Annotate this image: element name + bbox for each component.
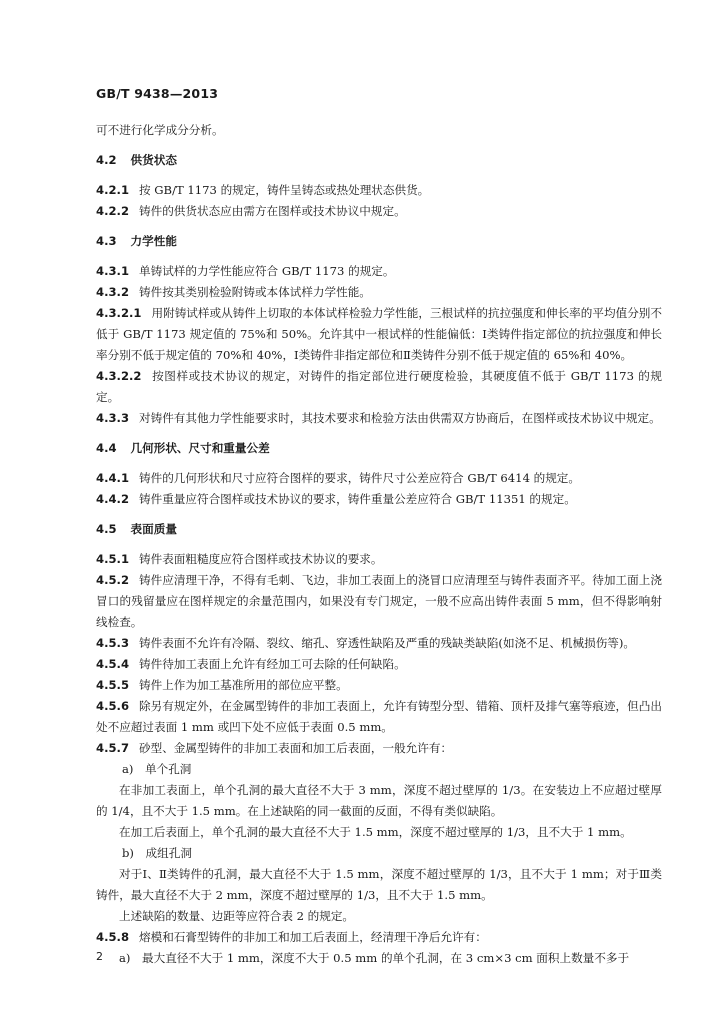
clause-4-5-6: 4.5.6 除另有规定外，在金属型铸件的非加工表面上，允许有铸型分型、错箱、顶杆及排气塞等痕迹，但凸出处不应超过表面 1 mm 或凹下处不应低于表面 0.5 mm。 <box>96 699 662 734</box>
clause-4-3-1: 4.3.1 单铸试样的力学性能应符合 GB/T 1173 的规定。 <box>96 264 395 278</box>
list-item-b-grouped-holes: b) 成组孔洞 <box>122 846 192 860</box>
clause-4-5-3: 4.5.3 铸件表面不允许有冷隔、裂纹、缩孔、穿透性缺陷及严重的残缺类缺陷(如浇不足、机械损伤等)。 <box>96 636 636 650</box>
clause-4-3-2-1: 4.3.2.1 用附铸试样或从铸件上切取的本体试样检验力学性能，三根试样的抗拉强度和伸长率的平均值分别不低于 GB/T 1173 规定值的 75%和 50%。允许其中一根试样的性能偏低：Ⅰ类铸件指定部位的抗拉强度和伸长率分别不低于规定值的 70%和 40%，Ⅰ类铸件非指定部位和Ⅱ类铸件分别不低于规定值的 65%和 40%。 <box>96 306 662 362</box>
clause-4-3-3: 4.3.3 对铸件有其他力学性能要求时，其技术要求和检验方法由供需双方协商后，在图样或技术协议中规定。 <box>96 411 661 425</box>
clause-4-5-7: 4.5.7 砂型、金属型铸件的非加工表面和加工后表面，一般允许有： <box>96 741 453 755</box>
clause-4-2-1: 4.2.1 按 GB/T 1173 的规定，铸件呈铸态或热处理状态供货。 <box>96 183 430 197</box>
clause-4-5-4: 4.5.4 铸件待加工表面上允许有经加工可去除的任何缺陷。 <box>96 657 406 671</box>
paragraph-continuation: 可不进行化学成分分析。 <box>96 123 224 137</box>
clause-4-2-2: 4.2.2 铸件的供货状态应由需方在图样或技术协议中规定。 <box>96 204 406 218</box>
clause-4-5-8: 4.5.8 熔模和石膏型铸件的非加工和加工后表面上，经清理干净后允许有： <box>96 930 487 944</box>
grouped-holes-table-ref: 上述缺陷的数量、边距等应符合表 2 的规定。 <box>119 909 355 923</box>
clause-4-3-2: 4.3.2 铸件按其类别检验附铸或本体试样力学性能。 <box>96 285 371 299</box>
clause-4-3-2-2: 4.3.2.2 按图样或技术协议的规定，对铸件的指定部位进行硬度检验，其硬度值不低于 GB/T 1173 的规定。 <box>96 369 662 404</box>
page-number: 2 <box>96 950 103 963</box>
section-heading-4-5: 4.5 表面质量 <box>96 522 177 536</box>
clause-4-5-5: 4.5.5 铸件上作为加工基准所用的部位应平整。 <box>96 678 348 692</box>
single-holes-nonmachined: 在非加工表面上，单个孔洞的最大直径不大于 3 mm，深度不超过壁厚的 1/3。在安装边上不应超过壁厚的 1/4，且不大于 1.5 mm。在上述缺陷的同一截面的反面，不得有类似缺陷。 <box>96 783 662 818</box>
list-item-a-single-holes: a) 单个孔洞 <box>122 762 192 776</box>
standard-code-header: GB/T 9438—2013 <box>96 86 219 101</box>
list-item-a-investment-holes: a) 最大直径不大于 1 mm，深度不大于 0.5 mm 的单个孔洞，在 3 cm×3 cm 面积上数量不多于 <box>119 951 630 965</box>
document-body <box>96 120 662 969</box>
section-heading-4-2: 4.2 供货状态 <box>96 153 177 167</box>
single-holes-machined: 在加工后表面上，单个孔洞的最大直径不大于 1.5 mm，深度不超过壁厚的 1/3，且不大于 1 mm。 <box>119 825 632 839</box>
clause-4-4-2: 4.4.2 铸件重量应符合图样或技术协议的要求，铸件重量公差应符合 GB/T 11351 的规定。 <box>96 492 576 506</box>
clause-4-4-1: 4.4.1 铸件的几何形状和尺寸应符合图样的要求，铸件尺寸公差应符合 GB/T 6414 的规定。 <box>96 471 580 485</box>
section-heading-4-4: 4.4 几何形状、尺寸和重量公差 <box>96 441 270 455</box>
section-heading-4-3: 4.3 力学性能 <box>96 234 177 248</box>
grouped-holes-text: 对于Ⅰ、Ⅱ类铸件的孔洞，最大直径不大于 1.5 mm，深度不超过壁厚的 1/3，且不大于 1 mm；对于Ⅲ类铸件，最大直径不大于 2 mm，深度不超过壁厚的 1/3，且不大于 1.5 mm。 <box>96 867 662 902</box>
clause-4-5-2: 4.5.2 铸件应清理干净，不得有毛刺、飞边，非加工表面上的浇冒口应清理至与铸件表面齐平。待加工面上浇冒口的残留量应在图样规定的余量范围内，如果没有专门规定，一般不应高出铸件表面 5 mm，但不得影响射线检查。 <box>96 573 662 629</box>
clause-4-5-1: 4.5.1 铸件表面粗糙度应符合图样或技术协议的要求。 <box>96 552 383 566</box>
